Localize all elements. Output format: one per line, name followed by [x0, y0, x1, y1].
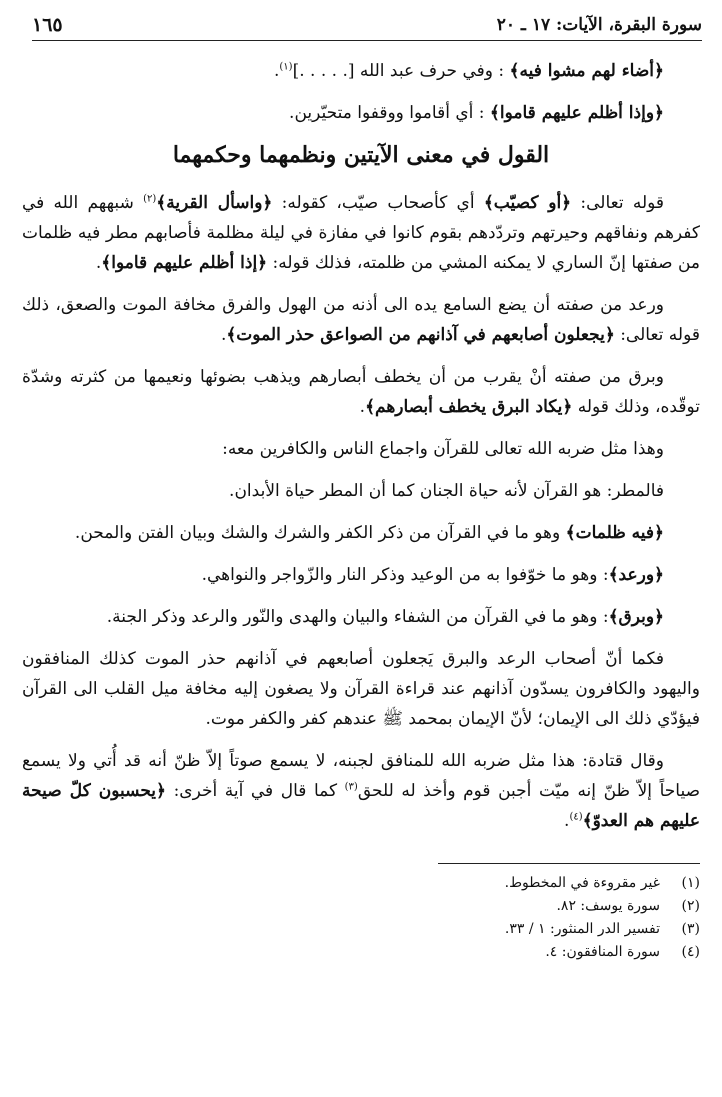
- main-text: [22, 56, 700, 848]
- footnotes: [505, 872, 700, 964]
- text: وقال قتادة: هذا مثل ضربه الله للمنافق لجبنه، لا يسمع صوتاً إلاّ ظنّ أنه قد أُتي ولا يسمع صياحاً إلاّ ظنّ إنه ميّت أجبن قوم وأخذ له للحق: [22, 751, 701, 801]
- page-number: ١٦٥: [32, 14, 63, 36]
- text: كما قال في آية أخرى:: [173, 781, 338, 801]
- footnote-number: (٣): [681, 921, 700, 937]
- paragraph-4: وهذا مثل ضربه الله تعالى للقرآن واجماع الناس والكافرين معه:: [222, 439, 664, 459]
- quran-quote: ﴿يجعلون أصابعهم في آذانهم من الصواعق حذر الموت﴾: [226, 325, 615, 345]
- footnote-number: (٤): [681, 944, 700, 960]
- footnote-ref: (٣): [344, 781, 358, 793]
- paragraph-10: [22, 746, 700, 836]
- text: : وهو ما خوّفوا به من الوعيد وذكر النار والزّواجر والنواهي.: [201, 565, 609, 585]
- paragraph-3: [22, 362, 700, 422]
- intro-line-2: [22, 98, 700, 128]
- text: قوله تعالى:: [580, 193, 665, 213]
- quran-quote: ﴿أضاء لهم مشوا فيه﴾: [509, 61, 664, 81]
- footnote-divider: [438, 863, 700, 864]
- text: وبرق من صفته أنْ يقرب من أن يخطف أبصارهم ويذهب بضوئها ونعيمها من كثرته وشدّة توقّده، وذلك قوله: [22, 367, 700, 417]
- running-title: سورة البقرة، الآيات: ١٧ ـ ٢٠: [496, 15, 702, 35]
- quran-quote: ﴿وإذا أظلم عليهم قاموا﴾: [489, 103, 664, 123]
- footnote-ref: (٢): [143, 193, 157, 205]
- footnote: [505, 872, 700, 895]
- text: شبههم الله في كفرهم ونفاقهم وحيرتهم وتردّدهم بقوم كانوا في مفازة في ليلة مظلمة فأصابهم مطر فيه ظلمات من صفتها إنّ الساري لا يمكنه المشي من ظلمته، فذلك قوله:: [22, 193, 700, 273]
- paragraph-1: [22, 188, 700, 278]
- footnote-ref: (٤): [569, 811, 583, 823]
- footnote-number: (٢): [681, 898, 700, 914]
- footnote-number: (١): [681, 875, 700, 891]
- paragraph-5: فالمطر: هو القرآن لأنه حياة الجنان كما أن المطر حياة الأبدان.: [229, 481, 664, 501]
- quran-quote: ﴿واسأل القرية﴾: [156, 193, 273, 213]
- footnote-text: غير مقروءة في المخطوط.: [504, 875, 660, 891]
- footnote-ref: (١): [279, 61, 293, 73]
- text: ورعد من صفته أن يضع السامع يده الى أذنه من الهول والفرق مخافة الموت والصعق، ذلك قوله تعالى:: [22, 295, 700, 345]
- footnote: [505, 941, 700, 964]
- page-header: [32, 10, 702, 41]
- paragraph-8: [22, 602, 700, 632]
- text: أي كأصحاب صيّب، كقوله:: [281, 193, 475, 213]
- intro-text: : أي أقاموا ووقفوا متحيّرين.: [289, 103, 485, 123]
- quran-quote: ﴿يكاد البرق يخطف أبصارهم﴾: [365, 397, 573, 417]
- quran-quote: ﴿إذا أظلم عليهم قاموا﴾: [101, 253, 268, 273]
- footnote: [505, 895, 700, 918]
- punct: .: [564, 811, 570, 831]
- punct: .: [95, 253, 102, 273]
- footnote-text: سورة المنافقون: ٤.: [545, 944, 660, 960]
- intro-text: : وفي حرف عبد الله [. . . . .]: [292, 61, 505, 81]
- quran-quote: ﴿فيه ظلمات﴾: [565, 523, 664, 543]
- quran-quote: ﴿أو كصيّب﴾: [483, 193, 572, 213]
- footnote: [505, 918, 700, 941]
- quran-quote: ﴿ورعد﴾: [608, 565, 664, 585]
- paragraph-9: فكما أنّ أصحاب الرعد والبرق يَجعلون أصابعهم في آذانهم حذر الموت كذلك المنافقون واليهود والكافرون يسدّون آذانهم عند قراءة القرآن ولا يصغون إليه مخافة ميل القلب الى القرآن فيؤدّي ذلك الى الإيمان؛ لأنّ الإيمان بمحمد ﷺ عندهم كفر والكفر موت.: [22, 649, 700, 729]
- text: : وهو ما في القرآن من الشفاء والبيان والهدى والنّور والرعد وذكر الجنة.: [106, 607, 609, 627]
- section-heading: القول في معنى الآيتين ونظمهما وحكمهما: [172, 142, 550, 168]
- punct: .: [359, 397, 366, 417]
- quran-quote: ﴿يحسبون كلّ صيحة عليهم هم العدوّ﴾: [22, 781, 700, 831]
- quran-quote: ﴿وبرق﴾: [608, 607, 664, 627]
- paragraph-7: [22, 560, 700, 590]
- punct: .: [220, 325, 227, 345]
- punct: .: [273, 61, 280, 81]
- text: وهو ما في القرآن من ذكر الكفر والشرك والشك وبيان الفتن والمحن.: [74, 523, 561, 543]
- footnote-text: سورة يوسف: ٨٢.: [556, 898, 660, 914]
- footnote-text: تفسير الدر المنثور: ١ / ٣٣.: [504, 921, 660, 937]
- paragraph-6: [22, 518, 700, 548]
- intro-line-1: [22, 56, 700, 86]
- paragraph-2: [22, 290, 700, 350]
